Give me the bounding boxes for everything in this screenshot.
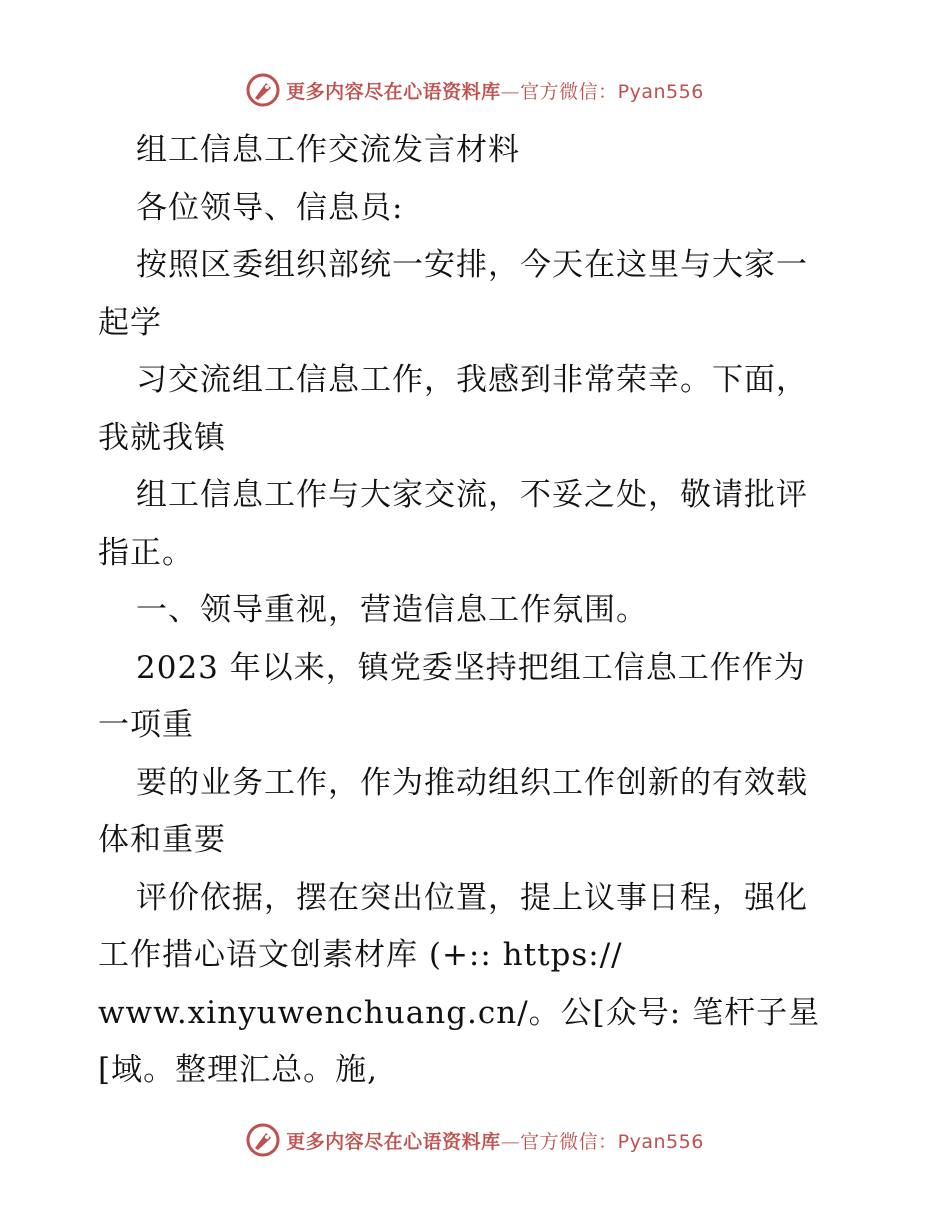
document-line: 组工信息工作与大家交流，不妥之处，敬请批评	[136, 477, 808, 513]
footer-banner	[0, 1120, 950, 1160]
document-line: 习交流组工信息工作，我感到非常荣幸。下面，	[136, 362, 808, 398]
document-line: 一、领导重视，营造信息工作氛围。	[136, 592, 648, 628]
banner-text	[286, 77, 704, 104]
document-line: 指正。	[98, 534, 194, 571]
document-line: 工作措心语文创素材库 (+:: https://	[98, 937, 623, 973]
banner-main-text: 更多内容尽在心语资料库	[286, 1130, 501, 1153]
header-banner	[0, 70, 950, 110]
banner-text	[286, 1127, 704, 1154]
document-line: 按照区委组织部统一安排，今天在这里与大家一	[136, 247, 808, 283]
document-line: 2023 年以来，镇党委坚持把组工信息工作作为	[136, 649, 806, 686]
document-line: 组工信息工作交流发言材料	[136, 132, 520, 168]
document-line: 要的业务工作，作为推动组织工作创新的有效载	[136, 764, 808, 801]
document-line: www.xinyuwenchuang.cn/。公[众号: 笔杆子星	[98, 994, 821, 1031]
document-line: 体和重要	[98, 822, 226, 858]
document-line: 一项重	[98, 707, 194, 743]
banner-wechat-text: 官方微信：Pyan556	[520, 80, 704, 103]
document-line: 评价依据，摆在突出位置，提上议事日程，强化	[136, 879, 808, 916]
banner-main-text: 更多内容尽在心语资料库	[286, 80, 501, 103]
banner-dash: —	[500, 1130, 521, 1153]
pen-nib-logo-icon	[246, 73, 280, 107]
banner-wechat-text: 官方微信：Pyan556	[520, 1130, 704, 1153]
pen-nib-logo-icon	[246, 1123, 280, 1157]
document-body	[98, 122, 858, 1100]
document-line: 我就我镇	[98, 419, 226, 456]
document-line: 起学	[98, 304, 162, 341]
banner-dash: —	[500, 80, 521, 103]
document-line: 各位领导、信息员:	[136, 189, 404, 226]
document-line: [域。整理汇总。施,	[98, 1052, 378, 1088]
